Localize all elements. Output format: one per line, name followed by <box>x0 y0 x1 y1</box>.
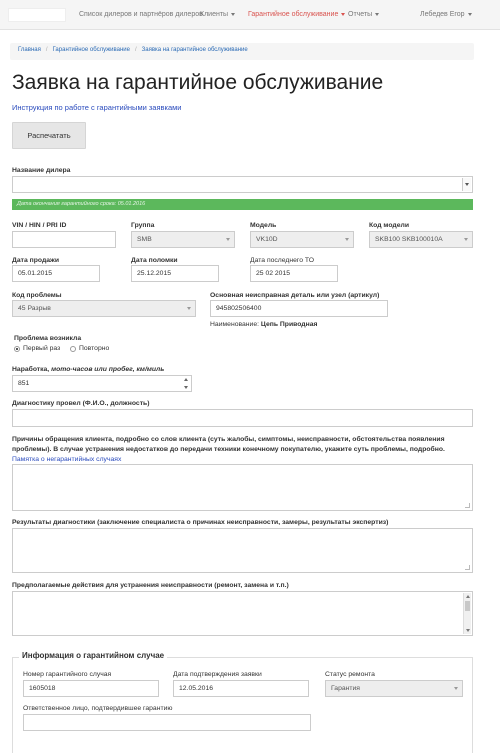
resize-handle-icon[interactable] <box>465 565 470 570</box>
diagnostician-input[interactable] <box>12 409 473 427</box>
mileage-value: 851 <box>18 380 30 387</box>
resize-handle-icon[interactable] <box>465 503 470 508</box>
proposed-actions-textarea[interactable] <box>12 591 473 636</box>
chevron-down-icon <box>341 13 345 16</box>
group-label: Группа <box>131 222 155 229</box>
nav-reports-label: Отчеты <box>348 11 373 18</box>
chevron-down-icon <box>345 238 349 241</box>
scrollbar[interactable] <box>463 593 471 634</box>
breadcrumb-home[interactable]: Главная <box>18 47 41 53</box>
problem-code-value: 45 Разрыв <box>18 305 51 312</box>
radio-repeated-label: Повторно <box>79 345 110 352</box>
chevron-down-icon <box>454 687 458 690</box>
confirm-date-label: Дата подтверждения заявки <box>173 671 262 678</box>
nav-warranty[interactable] <box>248 11 345 18</box>
breadcrumb-warranty[interactable]: Гарантийное обслуживание <box>52 47 130 53</box>
part-name-value: Цепь Приводная <box>260 321 318 328</box>
last-to-date-input[interactable]: 25 02 2015 <box>250 265 338 282</box>
warranty-case-legend: Информация о гарантийном случае <box>19 651 167 660</box>
vin-label: VIN / HIN / PRI ID <box>12 222 67 229</box>
nav-reports[interactable] <box>348 11 379 18</box>
model-select[interactable] <box>250 231 354 248</box>
model-code-label: Код модели <box>369 222 410 229</box>
diagnostic-results-textarea[interactable] <box>12 528 473 573</box>
group-select-value: SMB <box>137 236 152 243</box>
scroll-down-icon[interactable] <box>466 629 470 632</box>
mileage-label-units: мото-часов или пробег, км/миль <box>51 366 165 373</box>
reasons-label <box>12 435 473 465</box>
page-title: Заявка на гарантийное обслуживание <box>12 71 384 94</box>
repair-status-value: Гарантия <box>331 685 360 692</box>
repair-status-label: Статус ремонта <box>325 671 375 678</box>
dealer-label: Название дилера <box>12 167 71 174</box>
breakdown-date-label: Дата поломки <box>131 257 178 264</box>
chevron-down-icon <box>468 13 472 16</box>
nav-clients-label: Клиенты <box>200 11 229 18</box>
model-label: Модель <box>250 222 277 229</box>
diagnostic-results-label: Результаты диагностики (заключение специалиста о причинах неисправности, замеры, результаты экспертиз) <box>12 519 389 526</box>
instruction-link[interactable]: Инструкция по работе с гарантийными заявками <box>12 103 182 112</box>
chevron-down-icon <box>231 13 235 16</box>
chevron-down-icon <box>462 178 471 191</box>
radio-first-time-label: Первый раз <box>23 345 61 352</box>
nav-warranty-label: Гарантийное обслуживание <box>248 11 339 18</box>
logo[interactable] <box>8 8 66 22</box>
problem-code-label: Код проблемы <box>12 292 62 299</box>
group-select[interactable] <box>131 231 235 248</box>
chevron-down-icon <box>226 238 230 241</box>
mileage-label <box>12 366 164 373</box>
user-name: Лебедев Егор <box>420 11 465 18</box>
responsible-label: Ответственное лицо, подтвердившее гарантию <box>23 705 173 712</box>
last-to-date-label: Дата последнего ТО <box>250 257 315 264</box>
mileage-label-main: Наработка, <box>12 366 50 373</box>
nav-clients[interactable] <box>200 11 235 18</box>
vin-input[interactable] <box>12 231 116 248</box>
dealer-select[interactable] <box>12 176 473 193</box>
model-code-select[interactable] <box>369 231 473 248</box>
nav-dealers-list[interactable]: Список дилеров и партнёров дилеров <box>79 11 203 18</box>
part-name <box>210 321 317 328</box>
non-warranty-memo-link[interactable]: Памятка о негарантийных случаях <box>12 456 122 463</box>
radio-first-time[interactable] <box>14 346 20 352</box>
mileage-input[interactable] <box>12 375 192 392</box>
problem-code-select[interactable] <box>12 300 196 317</box>
radio-repeated[interactable] <box>70 346 76 352</box>
part-name-prefix: Наименование: <box>210 321 260 328</box>
breadcrumb-current[interactable]: Заявка на гарантийное обслуживание <box>141 47 248 53</box>
stepper-icon[interactable] <box>183 378 189 389</box>
chevron-down-icon <box>464 238 468 241</box>
part-label: Основная неисправная деталь или узел (артикул) <box>210 292 380 299</box>
responsible-input[interactable] <box>23 714 311 731</box>
chevron-down-icon <box>187 307 191 310</box>
occurrence-label: Проблема возникла <box>14 335 82 342</box>
breadcrumb <box>10 43 474 60</box>
print-button[interactable]: Распечатать <box>12 122 86 149</box>
sale-date-label: Дата продажи <box>12 257 60 264</box>
warranty-end-alert: Дата окончания гарантийного срока: 05.01.2016 <box>12 199 473 210</box>
part-input[interactable]: 945802506400 <box>210 300 388 317</box>
reasons-label-text: Причины обращения клиента, подробно со слов клиента (суть жалобы, симптомы, неисправности, обстоятельства появления проблемы). В случае устранения недостатков до передачи техники конечному покупателю, укажите суть проблемы, подробно. <box>12 436 445 453</box>
sale-date-input[interactable]: 05.01.2015 <box>12 265 100 282</box>
model-select-value: VK10D <box>256 236 278 243</box>
case-number-label: Номер гарантийного случая <box>23 671 112 678</box>
diagnostician-label: Диагностику провел (Ф.И.О., должность) <box>12 400 150 407</box>
reasons-textarea[interactable] <box>12 464 473 511</box>
model-code-select-value: SKB100 SKB100010A <box>375 236 443 243</box>
chevron-down-icon <box>375 13 379 16</box>
user-menu[interactable] <box>420 11 472 18</box>
breadcrumb-separator: / <box>134 47 137 53</box>
breadcrumb-separator: / <box>45 47 48 53</box>
scroll-thumb[interactable] <box>465 601 470 611</box>
proposed-actions-label: Предполагаемые действия для устранения неисправности (ремонт, замена и т.п.) <box>12 582 289 589</box>
top-navbar <box>0 0 500 30</box>
scroll-up-icon[interactable] <box>466 595 470 598</box>
breakdown-date-input[interactable]: 25.12.2015 <box>131 265 219 282</box>
case-number-input[interactable]: 1605018 <box>23 680 159 697</box>
repair-status-select[interactable] <box>325 680 463 697</box>
confirm-date-input[interactable]: 12.05.2016 <box>173 680 309 697</box>
